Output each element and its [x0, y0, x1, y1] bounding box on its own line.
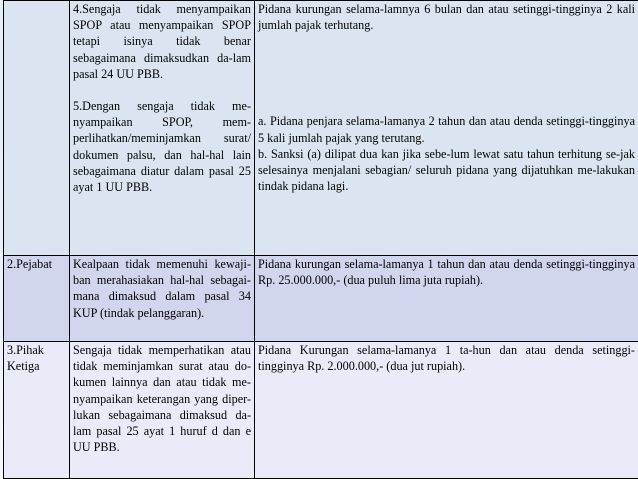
offense-text: 5.Dengan sengaja tidak me-nyampaikan SPOP, mem-perlihatkan/meminjamkan surat/ dokumen palsu, dan hal-hal lain sebagaimana diatur dalam pasal 25 ayat 1 UU PBB. [73, 98, 251, 195]
offense-text: 4.Sengaja tidak menyampaikan SPOP atau menyampaikan SPOP tetapi isinya tidak benar sebagaimana dimaksudkan da-lam pasal 24 UU PBB. [73, 1, 251, 82]
sanction-cell: Pidana kurungan selama-lamanya 1 tahun dan atau denda setinggi-tingginya Rp. 25.000.000,- (dua puluh lima juta rupiah). [255, 256, 638, 342]
row-label-cell: 3.Pihak Ketiga [4, 342, 70, 479]
sanctions-table [3, 0, 638, 479]
sanction-text: Pidana kurungan selama-lamnya 6 bulan dan atau setinggi-tingginya 2 kali jumlah pajak terhutang. [258, 1, 635, 33]
offense-cell: Kealpaan tidak memenuhi kewaji-ban merahasiakan hal-hal sebagai-mana dimaksud dalam pasal 34 KUP (tindak pelanggaran). [70, 256, 255, 342]
sanction-cell: Pidana Kurungan selama-lamanya 1 ta-hun dan atau denda setinggi-tingginya Rp. 2.000.000,- (dua jut rupiah). [255, 342, 638, 479]
table-row [4, 342, 638, 479]
sanction-cell [255, 1, 638, 256]
sanction-text: b. Sanksi (a) dilipat dua kan jika sebe-lum lewat satu tahun terhitung se-jak selesainya menjalani sebagian/ seluruh pidana yang dijatuhkan me-lakukan tindak pidana lagi. [258, 146, 635, 195]
table-row [4, 256, 638, 342]
row-label-cell: 2.Pejabat [4, 256, 70, 342]
table-row [4, 1, 638, 256]
offense-cell: Sengaja tidak memperhatikan atau tidak meminjamkan surat atau do-kumen lainnya dan atau tidak me-nyampaikan keterangan yang diper-lukan sebagaimana dimaksud da-lam pasal 25 ayat 1 huruf d dan e UU PBB. [70, 342, 255, 479]
row-label-cell [4, 1, 70, 256]
sanction-text: a. Pidana penjara selama-lamanya 2 tahun dan atau denda setinggi-tingginya 5 kali jumlah pajak yang terutang. [258, 113, 635, 145]
offense-cell [70, 1, 255, 256]
